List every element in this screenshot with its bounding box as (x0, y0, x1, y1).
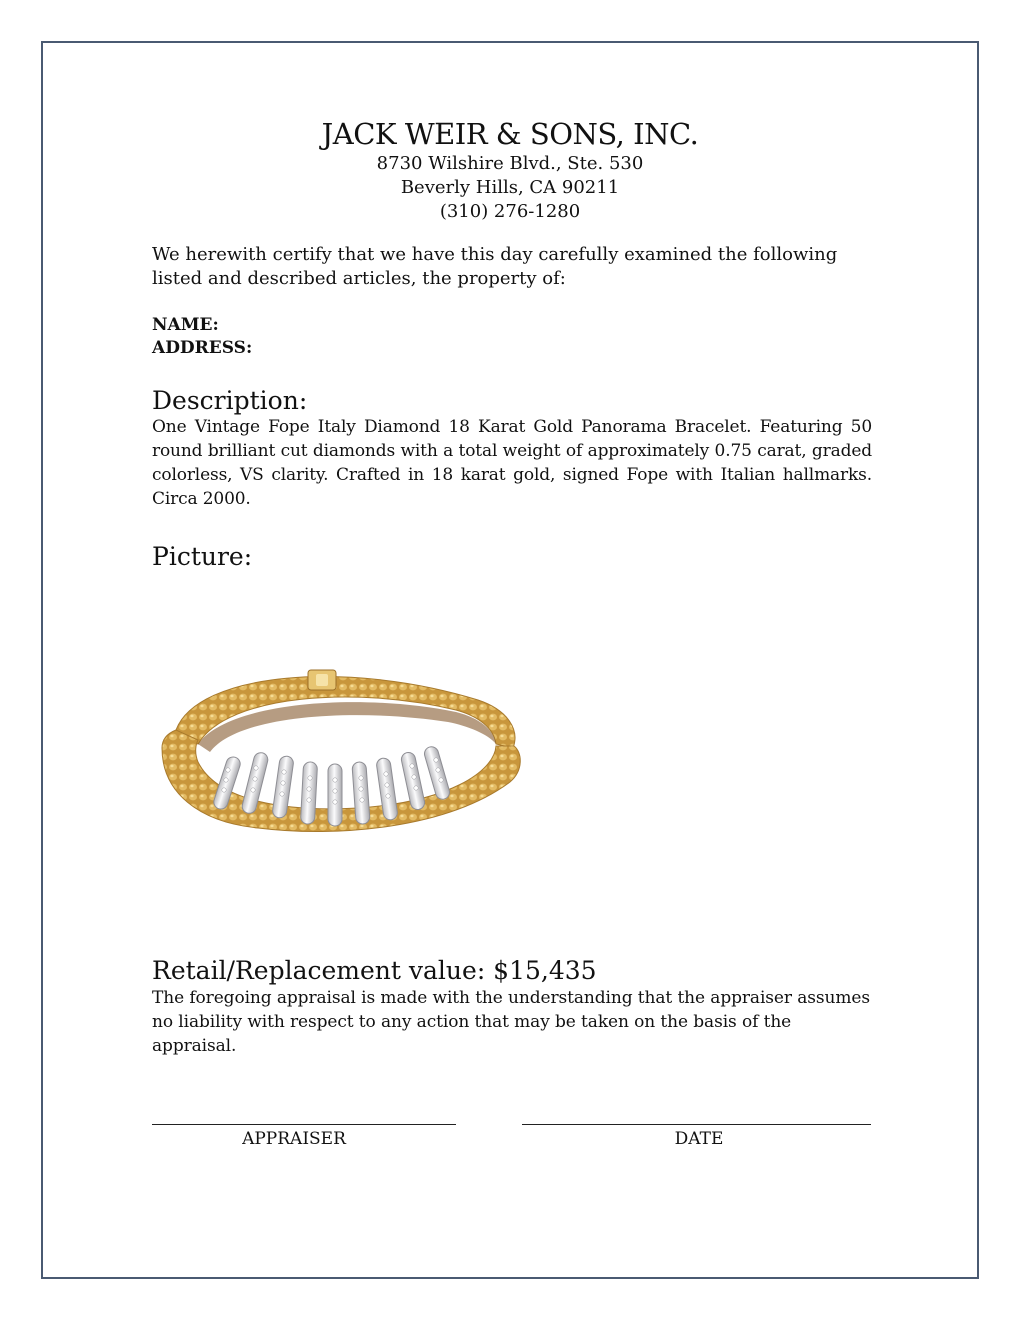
name-label: NAME: (152, 315, 219, 335)
address-label: ADDRESS: (152, 338, 253, 358)
company-name: JACK WEIR & SONS, INC. (321, 117, 699, 151)
company-address-line2: Beverly Hills, CA 90211 (400, 177, 620, 198)
letterhead (0, 116, 1020, 224)
company-address-line1: 8730 Wilshire Blvd., Ste. 530 (376, 153, 644, 174)
date-signature-line (522, 1124, 871, 1125)
company-phone: (310) 276-1280 (439, 201, 581, 222)
owner-fields (152, 314, 872, 360)
date-label: DATE (674, 1129, 724, 1149)
description-body: One Vintage Fope Italy Diamond 18 Karat Gold Panorama Bracelet. Featuring 50 round brilliant cut diamonds with a total weight of approximately 0.75 carat, graded colorless, VS clarity. Crafted in 18 karat gold, signed Fope with Italian hallmarks. Circa 2000. (152, 417, 872, 509)
valuation-heading: Retail/Replacement value: $15,435 (152, 956, 597, 985)
appraiser-label: APPRAISER (242, 1129, 346, 1149)
bracelet-photo (158, 652, 530, 852)
picture-heading: Picture: (152, 542, 253, 571)
description-heading: Description: (152, 386, 308, 415)
appraiser-signature-line (152, 1124, 456, 1125)
certification-intro: We herewith certify that we have this day carefully examined the following listed and described articles, the property of: (152, 244, 838, 289)
valuation-disclaimer: The foregoing appraisal is made with the understanding that the appraiser assumes no liability with respect to any action that may be taken on the basis of the appraisal. (152, 988, 870, 1056)
